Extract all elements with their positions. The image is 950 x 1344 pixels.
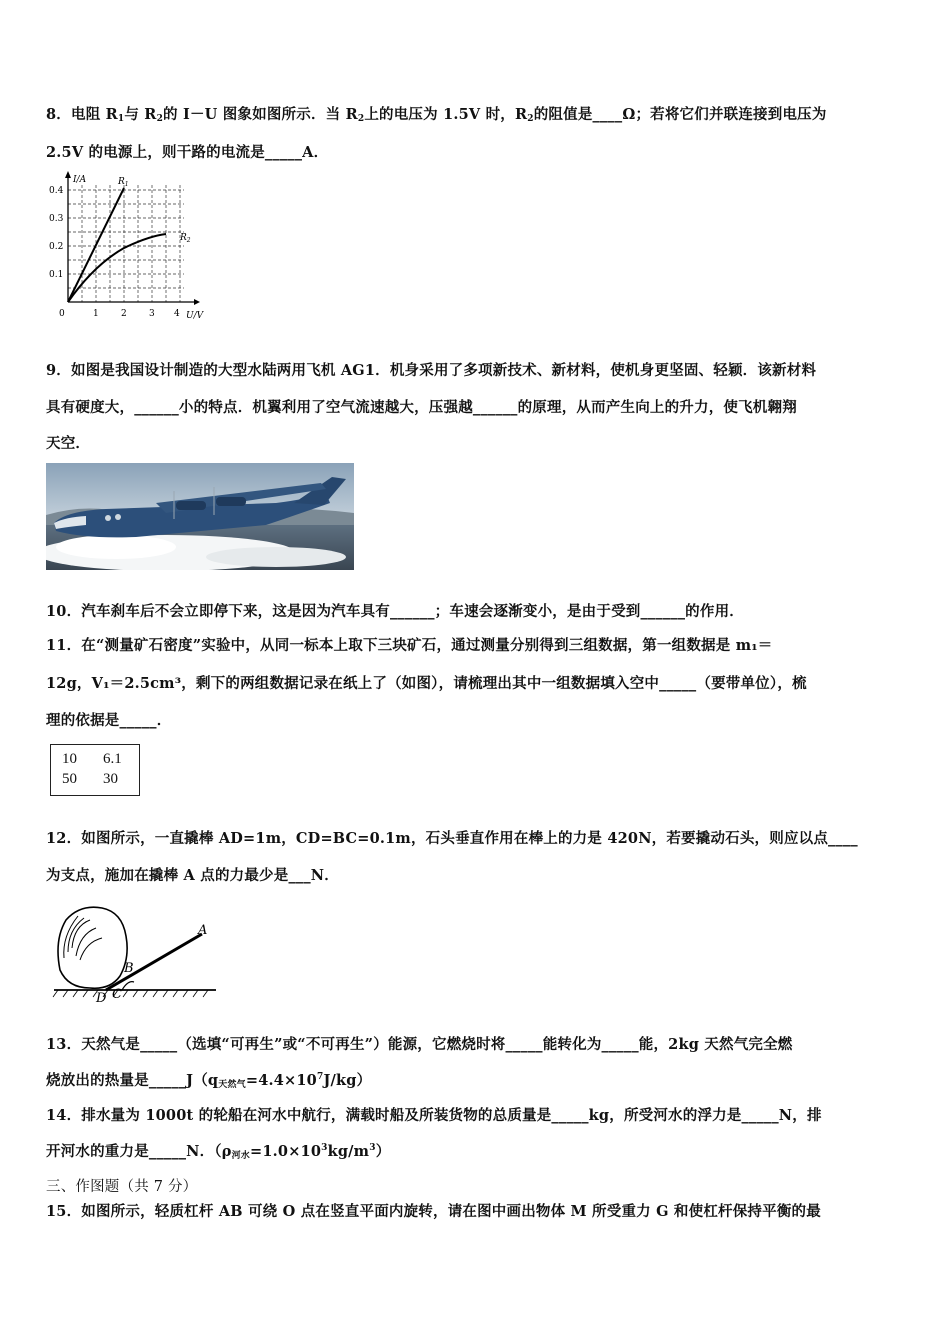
point-a-label: A (198, 923, 208, 938)
point-d-label: D (96, 991, 107, 1005)
data-cell: 30 (103, 771, 118, 787)
q10-line1: 10．汽车刹车后不会立即停下来，这是因为汽车具有______；车速会逐渐变小，是由于受到______的作用． (46, 603, 744, 620)
y-tick: 0.4 (49, 186, 64, 196)
section-title: 三、作图题（共 7 分） (46, 1179, 198, 1195)
y-tick: 0.2 (49, 242, 64, 252)
q9-line1: 9．如图是我国设计制造的大型水陆两用飞机 AG1．机身采用了多项新技术、新材料，使机身更坚固、轻颖．该新材料 (46, 362, 817, 379)
x-tick: 4 (174, 309, 180, 319)
svg-text:R2 (179, 233, 191, 244)
x-axis-label: U/V (186, 311, 204, 320)
r2-curve (68, 234, 166, 302)
r2-label: R (180, 233, 187, 243)
r2-label-sub: 2 (186, 237, 191, 244)
data-cell: 50 (62, 771, 77, 787)
q14-line1: 14．排水量为 1000t 的轮船在河水中航行，满载时船及所装货物的总质量是_____kg，所受河水的浮力是_____N，排 (46, 1107, 822, 1124)
q8-line2: 2.5V 的电源上，则干路的电流是_____A． (46, 144, 329, 161)
q14-line2: 开河水的重力是_____N．$(\rho_{河水}=1.0\times 10^3kg/m^3)$ (46, 1143, 391, 1161)
q15-line1: 15．如图所示，轻质杠杆 AB 可绕 O 点在竖直平面内旋转，请在图中画出物体 M 所受重力 G 和使杠杆保持平衡的最 (46, 1203, 821, 1220)
q11-line3: 理的依据是_____． (46, 712, 172, 729)
x-tick: 3 (149, 309, 155, 319)
svg-text:R1 (117, 177, 129, 188)
r1-label: R (118, 177, 125, 187)
x-tick: 0 (59, 309, 65, 319)
q9-line3: 天空． (46, 435, 91, 452)
point-b-label: B (124, 961, 134, 976)
y-tick: 0.3 (49, 214, 64, 224)
q13-line2: 烧放出的热量是$\_\_\_\_\_J(q_{天然气}=4.4\times 10^7J/kg)$ (46, 1072, 372, 1090)
y-axis-label: I/A (73, 175, 87, 185)
q11-line2: 12g，V₁＝2.5cm³，剩下的两组数据记录在纸上了（如图），请梳理出其中一组数据填入空中_____（要带单位），梳 (46, 675, 807, 692)
q9-line2: 具有硬度大，______小的特点．机翼利用了空气流速越大，压强越______的原理，从而产生向上的升力，使飞机翱翔 (46, 399, 797, 416)
r1-label-sub: 1 (124, 181, 129, 188)
data-note-box (50, 744, 140, 796)
q11-line1: 11．在“测量矿石密度”实验中，从同一标本上取下三块矿石，通过测量分别得到三组数据，第一组数据是 m₁＝ (46, 637, 773, 654)
point-c-label: C (112, 987, 122, 1002)
lever-rock-diagram (50, 900, 220, 1005)
iu-graph (44, 170, 214, 320)
data-cell: 6.1 (103, 751, 122, 767)
y-tick: 0.1 (49, 270, 64, 280)
q13-line1: 13．天然气是_____（选填“可再生”或“不可再生”）能源，它燃烧时将_____能转化为_____能，2kg 天然气完全燃 (46, 1036, 793, 1053)
q12-line2: 为支点，施加在撬棒 A 点的力最少是___N． (46, 867, 339, 884)
q8-line1: 8．电阻 $R_1$与 $R_2$的 I－U 图象如图所示．当 $R_2$上的电压为 1.5V 时，$R_2$的阻值是____Ω；若将它们并联连接到电压为 (46, 106, 827, 124)
q12-line1: 12．如图所示，一直撬棒 AD=1m，CD=BC=0.1m，石头垂直作用在棒上的力是 420N，若要撬动石头，则应以点____ (46, 830, 858, 847)
x-tick: 2 (121, 309, 127, 319)
x-tick: 1 (93, 309, 99, 319)
data-cell: 10 (62, 751, 77, 767)
seaplane-photo (46, 463, 354, 570)
